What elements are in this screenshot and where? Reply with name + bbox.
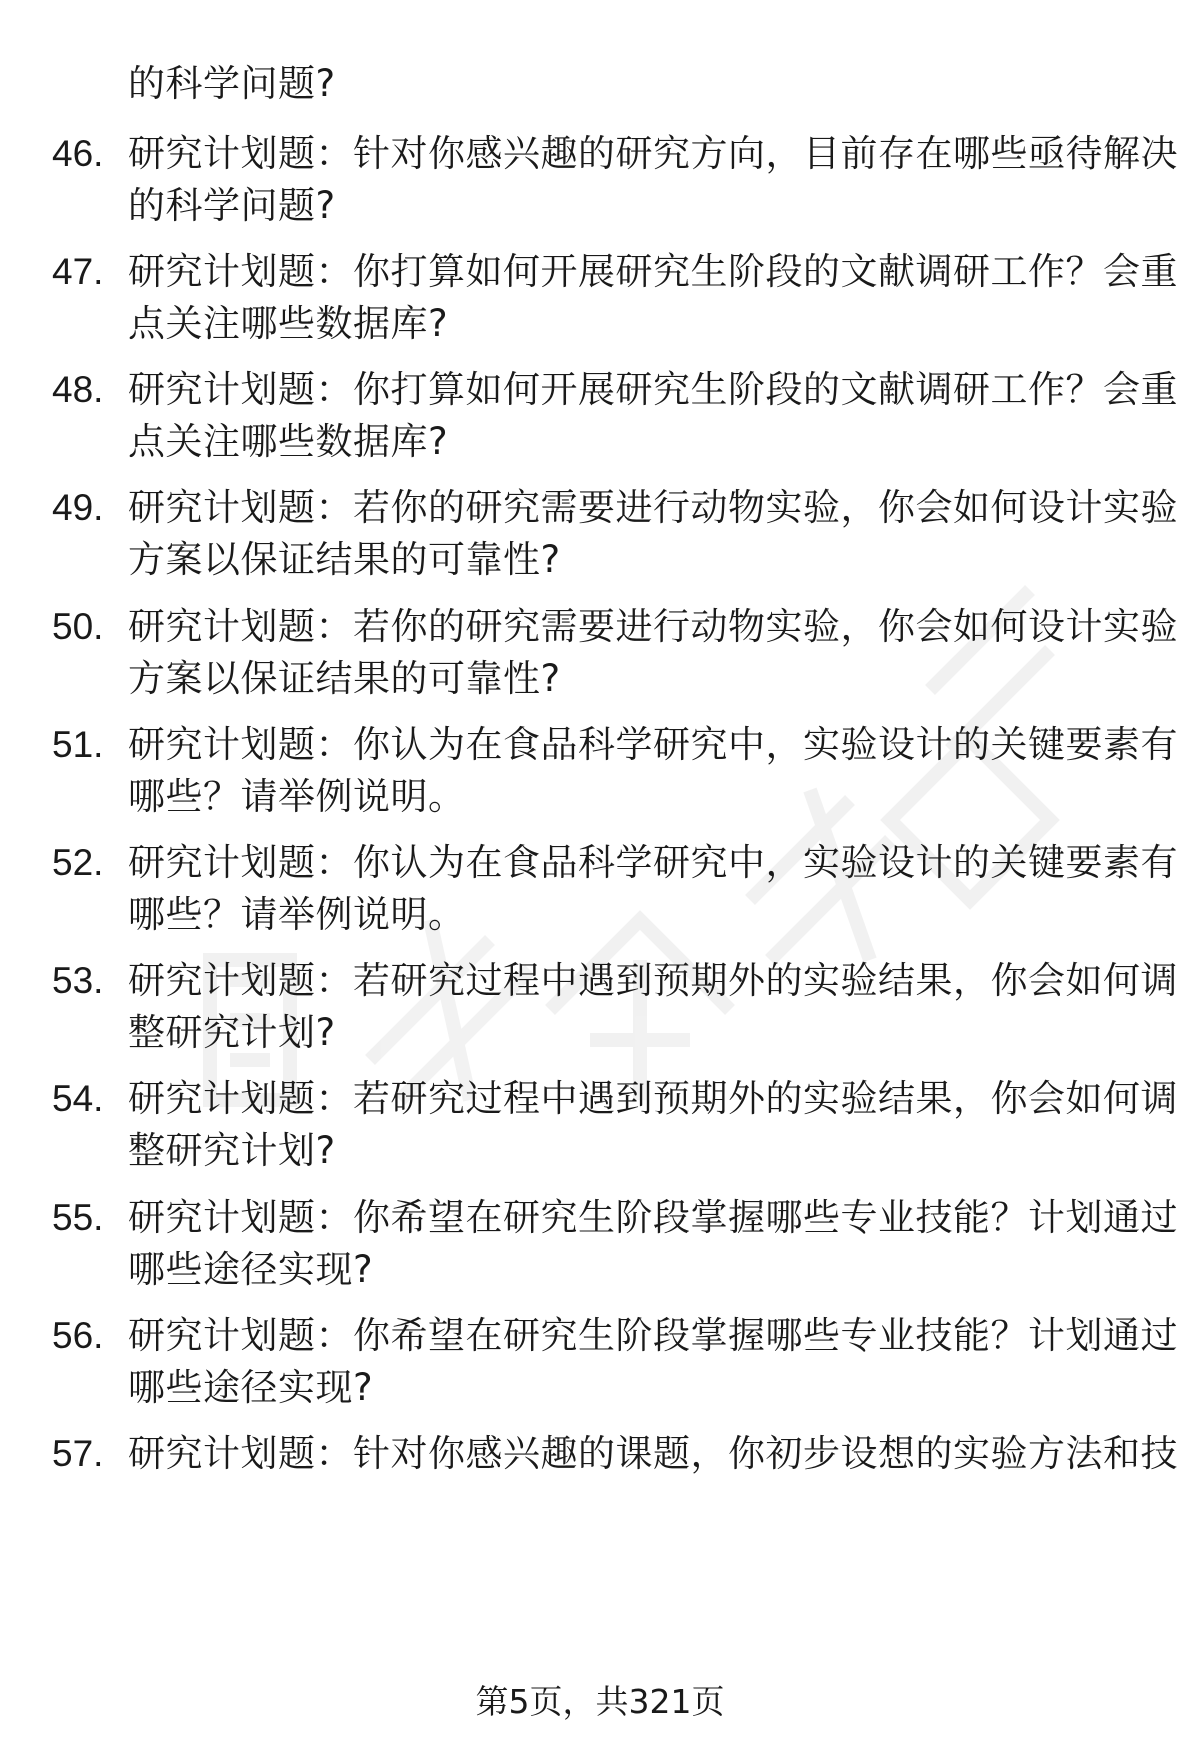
- question-line: 的科学问题?: [128, 184, 336, 227]
- question-line: 点关注哪些数据库?: [128, 302, 449, 345]
- question-number: 52.: [52, 842, 104, 883]
- question-text: [128, 955, 1178, 1059]
- question-text: [128, 1192, 1178, 1296]
- question-line: 哪些？请举例说明。: [128, 893, 466, 936]
- question-text: [128, 601, 1178, 705]
- question-number: 56.: [52, 1315, 104, 1356]
- question-line: 研究计划题：你打算如何开展研究生阶段的文献调研工作？会重: [128, 250, 1178, 293]
- question-line: 研究计划题：若研究过程中遇到预期外的实验结果，你会如何调: [128, 959, 1178, 1002]
- list-item: [0, 837, 1200, 957]
- list-item: [0, 719, 1200, 839]
- question-text: [128, 364, 1178, 468]
- question-number: 53.: [52, 960, 104, 1001]
- question-line: 研究计划题：你打算如何开展研究生阶段的文献调研工作？会重: [128, 368, 1178, 411]
- question-text: [128, 482, 1178, 586]
- question-text: [128, 1073, 1178, 1177]
- list-item: [0, 1073, 1200, 1193]
- question-number: 57.: [52, 1433, 104, 1474]
- list-item: [0, 601, 1200, 721]
- list-item: [0, 128, 1200, 248]
- question-line: 研究计划题：你希望在研究生阶段掌握哪些专业技能？计划通过: [128, 1314, 1178, 1357]
- question-line: 哪些途径实现?: [128, 1248, 374, 1291]
- question-line: 点关注哪些数据库?: [128, 420, 449, 463]
- question-number: 49.: [52, 487, 104, 528]
- question-number: 50.: [52, 606, 104, 647]
- question-line: 研究计划题：若你的研究需要进行动物实验，你会如何设计实验: [128, 486, 1178, 529]
- question-line: 哪些途径实现?: [128, 1366, 374, 1409]
- question-number: 54.: [52, 1078, 104, 1119]
- question-line: 哪些？请举例说明。: [128, 775, 466, 818]
- page-footer: 第5页，共321页: [475, 1682, 725, 1721]
- question-line: 研究计划题：你希望在研究生阶段掌握哪些专业技能？计划通过: [128, 1196, 1178, 1239]
- question-line: 整研究计划?: [128, 1011, 336, 1054]
- question-line: 研究计划题：若你的研究需要进行动物实验，你会如何设计实验: [128, 605, 1178, 648]
- question-text: [128, 1428, 1178, 1480]
- question-line: 研究计划题：你认为在食品科学研究中，实验设计的关键要素有: [128, 723, 1178, 766]
- question-text: [128, 128, 1178, 232]
- continued-question-text: 的科学问题?: [128, 62, 336, 105]
- list-item: [0, 1428, 1200, 1548]
- question-number: 51.: [52, 724, 104, 765]
- question-number: 46.: [52, 133, 104, 174]
- question-line: 研究计划题：针对你感兴趣的研究方向，目前存在哪些亟待解决: [128, 132, 1178, 175]
- question-text: [128, 719, 1178, 823]
- list-item: [0, 1192, 1200, 1312]
- list-item: [0, 364, 1200, 484]
- question-line: 研究计划题：针对你感兴趣的课题，你初步设想的实验方法和技: [128, 1432, 1178, 1475]
- question-line: 方案以保证结果的可靠性?: [128, 657, 561, 700]
- question-line: 研究计划题：你认为在食品科学研究中，实验设计的关键要素有: [128, 841, 1178, 884]
- question-number: 55.: [52, 1197, 104, 1238]
- question-text: [128, 1310, 1178, 1414]
- question-line: 方案以保证结果的可靠性?: [128, 538, 561, 581]
- list-item: [0, 482, 1200, 602]
- question-number: 47.: [52, 251, 104, 292]
- question-line: 研究计划题：若研究过程中遇到预期外的实验结果，你会如何调: [128, 1077, 1178, 1120]
- list-item: [0, 1310, 1200, 1430]
- question-text: [128, 246, 1178, 350]
- question-number: 48.: [52, 369, 104, 410]
- list-item: [0, 955, 1200, 1075]
- question-line: 整研究计划?: [128, 1129, 336, 1172]
- list-item: [0, 246, 1200, 366]
- question-text: [128, 837, 1178, 941]
